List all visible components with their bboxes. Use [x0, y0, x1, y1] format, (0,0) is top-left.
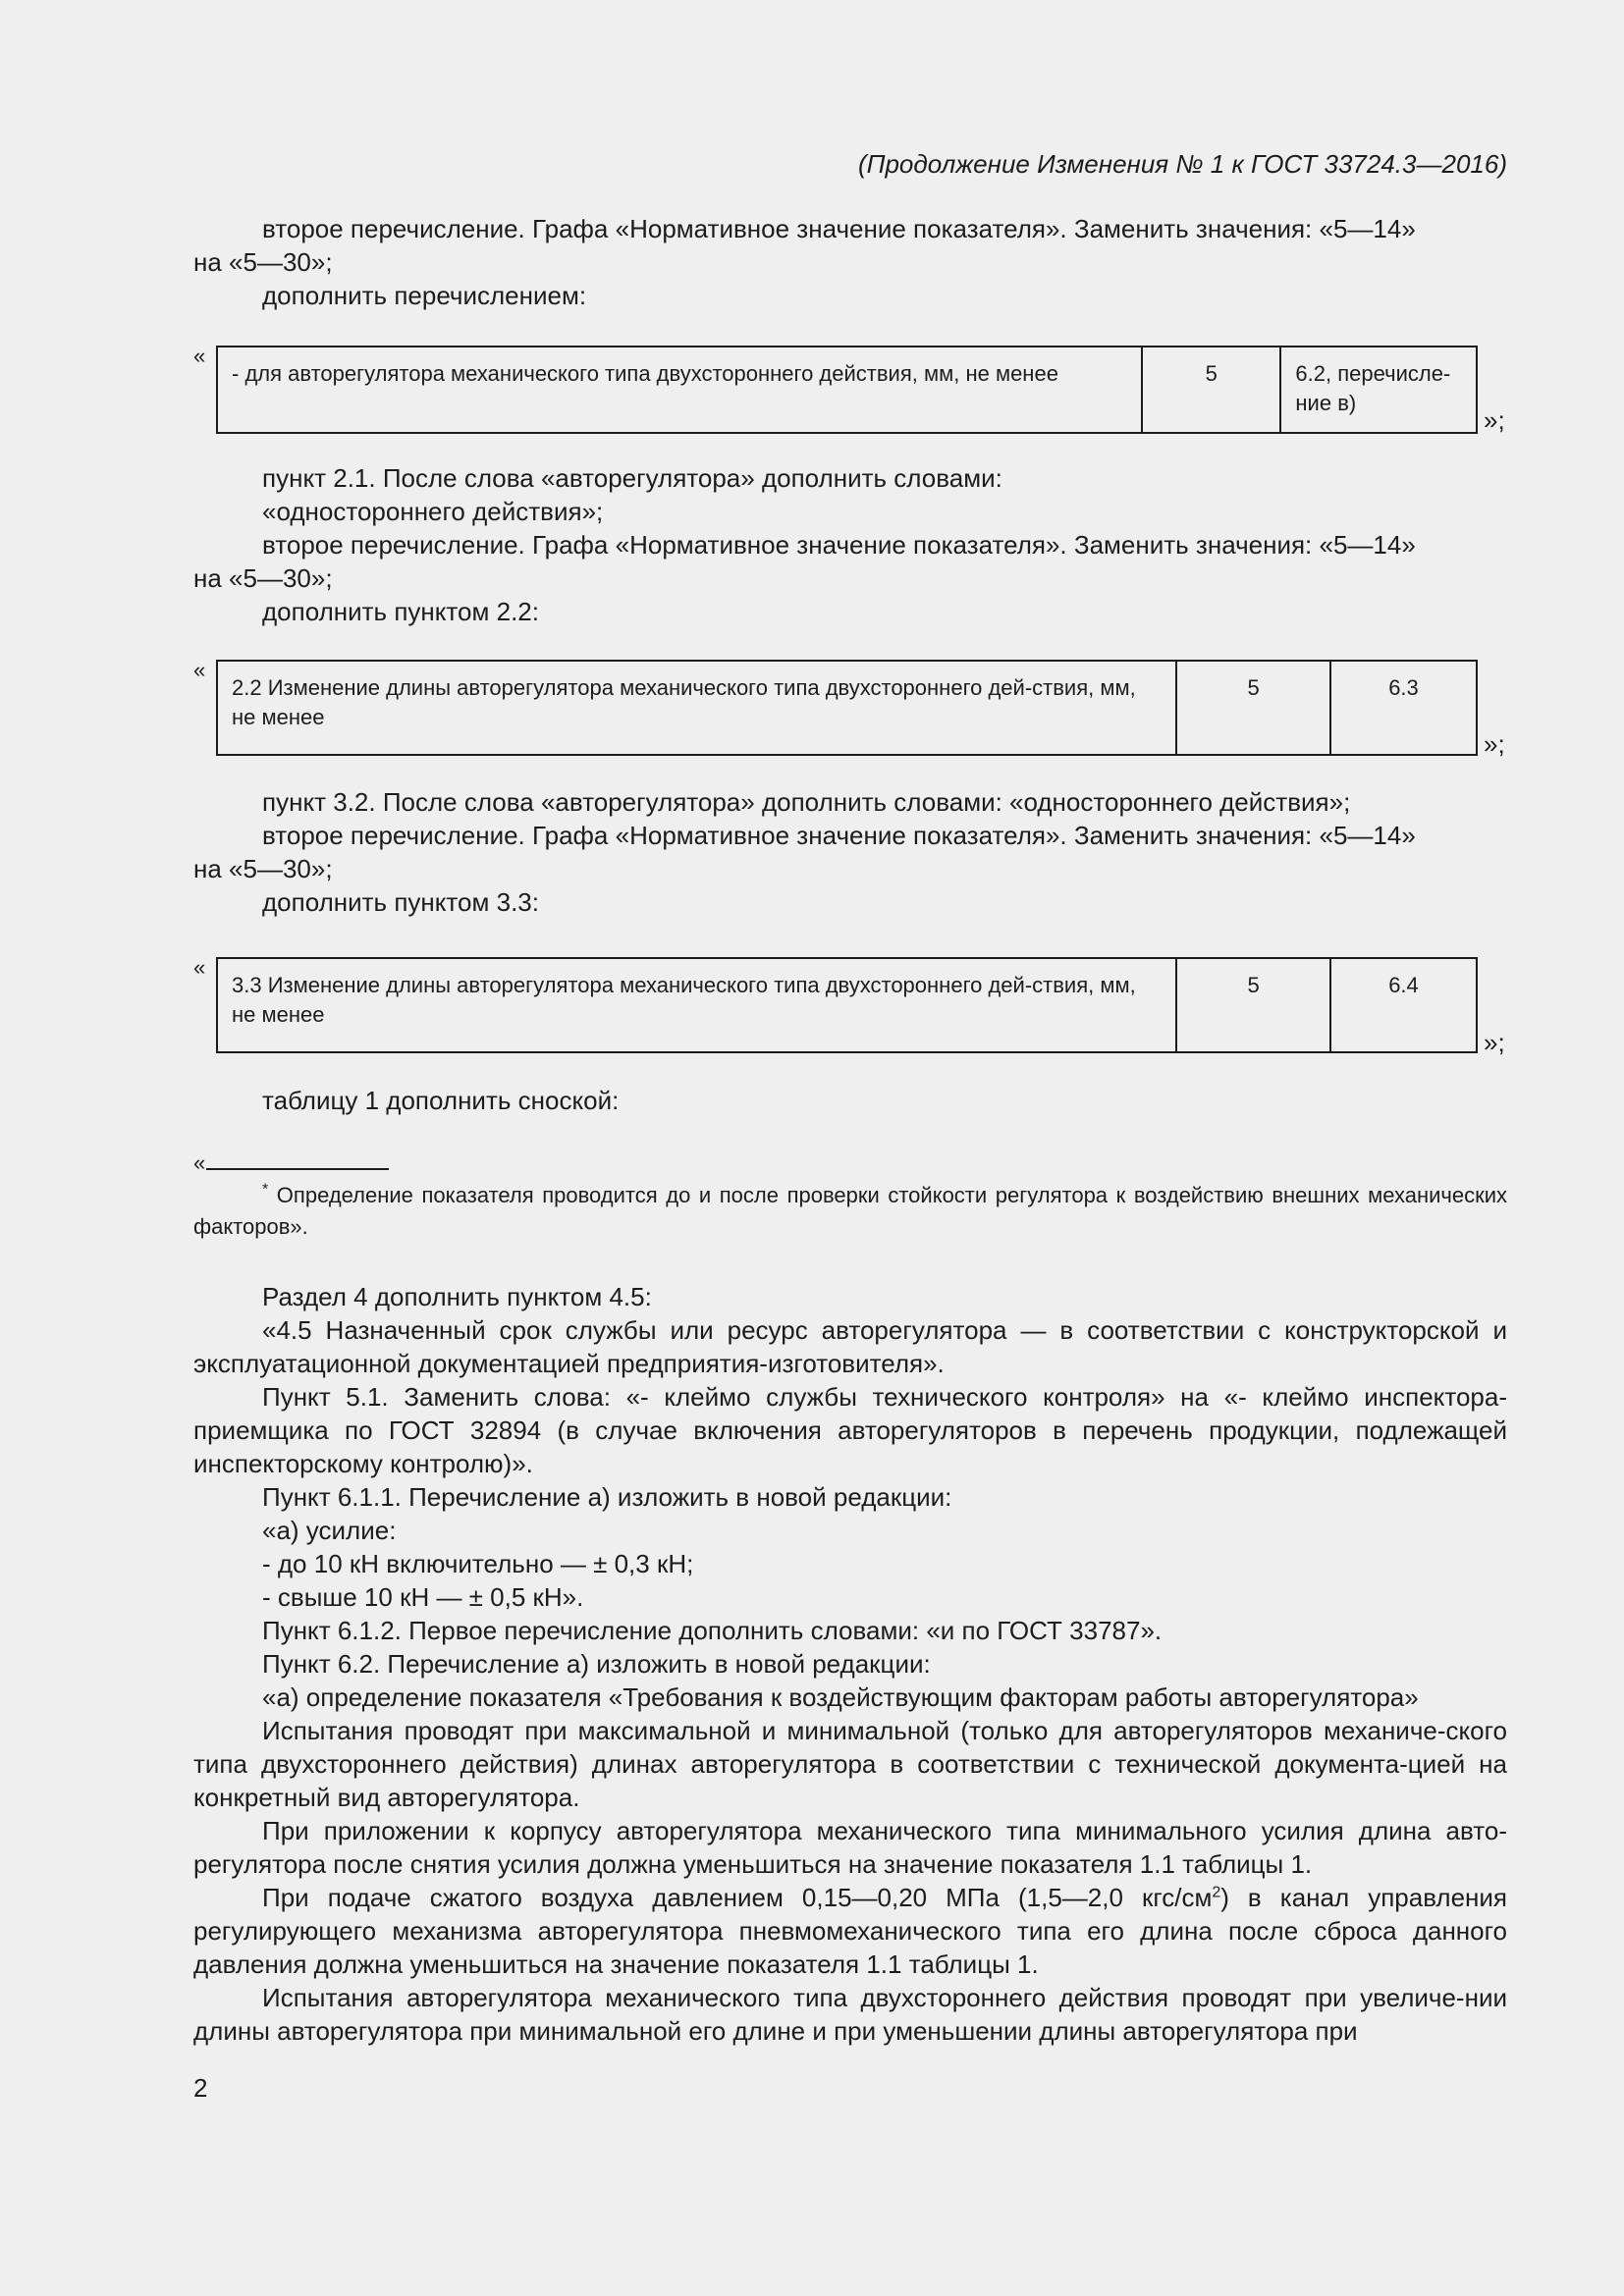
paragraph: на «5—30»;: [193, 247, 333, 277]
table-cell-reference: 6.3: [1330, 661, 1477, 755]
block-5: [193, 1280, 1507, 2048]
paragraph: на «5—30»;: [193, 563, 333, 593]
paragraph: дополнить перечислением:: [262, 281, 587, 310]
paragraph: Пункт 6.2. Перечисление а) изложить в новой редакции:: [262, 1649, 931, 1679]
insert-table-3: [216, 957, 1478, 1053]
table-cell-reference: 6.2, перечисле-ние в): [1280, 347, 1477, 433]
table-cell-description: - для авторегулятора механического типа двухстороннего действия, мм, не менее: [217, 347, 1142, 433]
document-header: (Продолжение Изменения № 1 к ГОСТ 33724.3—2016): [857, 149, 1507, 179]
paragraph: пункт 2.1. После слова «авторегулятора» дополнить словами:: [262, 463, 1002, 493]
paragraph: «а) усилие:: [262, 1516, 397, 1545]
paragraph: При приложении к корпусу авторегулятора механического типа минимального усилия длина авто-регулятора после снятия усилия должна уменьшиться на значение показателя 1.1 таблицы 1.: [193, 1816, 1507, 1879]
paragraph: При подаче сжатого воздуха давлением 0,15—0,20 МПа (1,5—2,0 кгс/$см^2$) в канал управления регулирующего механизма авторегулятора пневмомеханического типа его длина после сброса данного давления должна уменьшиться на значение показателя 1.1 таблицы 1.: [193, 1883, 1507, 1979]
paragraph: - до 10 кН включительно — ± 0,3 кН;: [262, 1549, 694, 1578]
table-cell-description: 2.2 Изменение длины авторегулятора механического типа двухстороннего дей-ствия, мм, не менее: [217, 661, 1176, 755]
footnote: [193, 1180, 1507, 1243]
open-quote: «: [193, 344, 206, 368]
table-cell-value: 5: [1176, 661, 1330, 755]
paragraph: «4.5 Назначенный срок службы или ресурс авторегулятора — в соответствии с конструкторской и эксплуатационной документацией предприятия-изготовителя».: [193, 1315, 1507, 1378]
open-quote: «: [193, 955, 206, 980]
paragraph: Испытания проводят при максимальной и минимальной (только для авторегуляторов механиче-ского типа двухстороннего действия) длинах авторегулятора в соответствии с технической документа-цией на конкретный вид авторегулятора.: [193, 1716, 1507, 1812]
block-4: [193, 1084, 1507, 1117]
paragraph: второе перечисление. Графа «Нормативное значение показателя». Заменить значения: «5—14»: [262, 214, 1416, 243]
footnote-rule: [206, 1168, 389, 1170]
paragraph: Пункт 6.1.2. Первое перечисление дополнить словами: «и по ГОСТ 33787».: [262, 1616, 1163, 1645]
paragraph: Пункт 5.1. Заменить слова: «- клеймо службы технического контроля» на «- клеймо инспектора-приемщика по ГОСТ 32894 (в случае включения авторегуляторов в перечень продукции, подлежащей инспекторскому контролю)».: [193, 1382, 1507, 1478]
table-cell-reference: 6.4: [1330, 958, 1477, 1052]
insert-table-2: [216, 660, 1478, 756]
paragraph: второе перечисление. Графа «Нормативное значение показателя». Заменить значения: «5—14»: [262, 821, 1416, 850]
close-quote: »;: [1484, 405, 1505, 435]
table-cell-description: 3.3 Изменение длины авторегулятора механического типа двухстороннего дей-ствия, мм, не менее: [217, 958, 1176, 1052]
footnote-text: * Определение показателя проводится до и после проверки стойкости регулятора к воздействию внешних механических факторов».: [193, 1181, 1507, 1239]
paragraph: пункт 3.2. После слова «авторегулятора» дополнить словами: «одностороннего действия»;: [262, 787, 1351, 817]
block-2: [193, 461, 1507, 628]
close-quote: »;: [1484, 729, 1505, 759]
table-cell-value: 5: [1176, 958, 1330, 1052]
paragraph: на «5—30»;: [193, 854, 333, 883]
paragraph: Испытания авторегулятора механического типа двухстороннего действия проводят при увеличе-нии длины авторегулятора при минимальной его длине и при уменьшении длины авторегулятора при: [193, 1983, 1507, 2046]
block-3: [193, 785, 1507, 919]
paragraph: второе перечисление. Графа «Нормативное значение показателя». Заменить значения: «5—14»: [262, 530, 1416, 560]
paragraph: таблицу 1 дополнить сноской:: [262, 1086, 620, 1115]
paragraph: «одностороннего действия»;: [262, 497, 604, 526]
close-quote: »;: [1484, 1028, 1505, 1057]
paragraph: Раздел 4 дополнить пунктом 4.5:: [262, 1282, 652, 1311]
block-1: [193, 212, 1507, 312]
paragraph: «а) определение показателя «Требования к воздействующим факторам работы авторегулятора»: [262, 1682, 1419, 1712]
paragraph: - свыше 10 кН — ± 0,5 кН».: [262, 1582, 584, 1612]
paragraph: дополнить пунктом 2.2:: [262, 597, 539, 626]
open-quote: «: [193, 658, 206, 682]
paragraph: дополнить пунктом 3.3:: [262, 887, 539, 917]
page-number: 2: [193, 2073, 208, 2103]
insert-table-1: [216, 346, 1478, 434]
table-cell-value: 5: [1142, 347, 1280, 433]
footnote-mark: *: [262, 1181, 269, 1199]
footnote-open-quote: «: [193, 1150, 206, 1175]
paragraph: Пункт 6.1.1. Перечисление а) изложить в новой редакции:: [262, 1482, 952, 1512]
